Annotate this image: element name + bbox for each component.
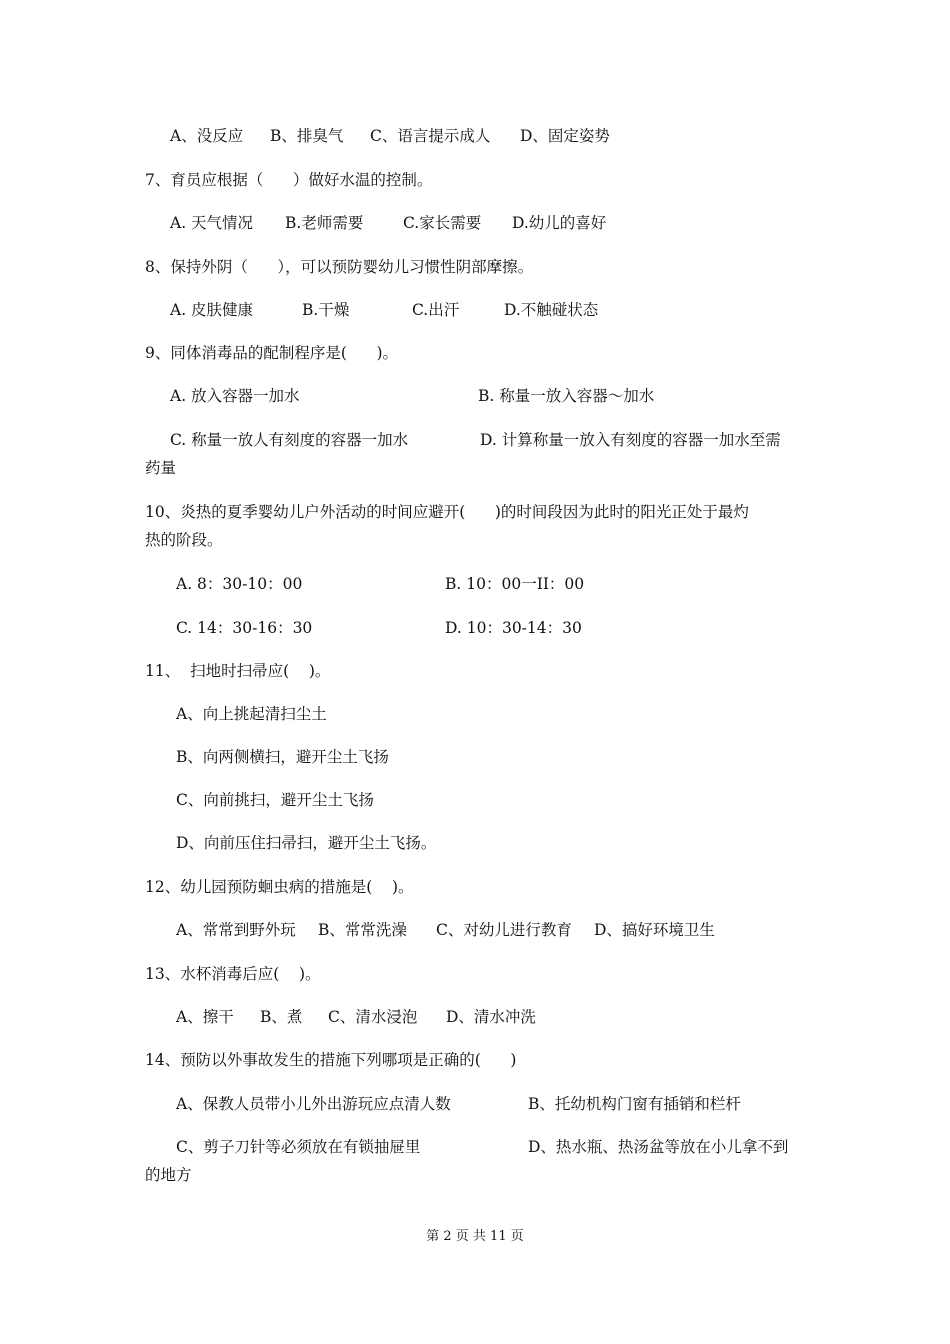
q6-option-a: A、没反应 xyxy=(170,127,244,145)
q10-option-a: A. 8：30-10：00 xyxy=(176,575,303,593)
page-footer: 第 2 页 共 11 页 xyxy=(426,1229,524,1244)
q14-option-a: A、保教人员带小儿外出游玩应点清人数 xyxy=(176,1095,451,1113)
q12-stem: 12、幼儿园预防蛔虫病的措施是( )。 xyxy=(145,878,414,896)
q8-option-b: B.干燥 xyxy=(302,301,350,319)
q13-option-d: D、清水冲洗 xyxy=(446,1008,536,1026)
q13-stem: 13、水杯消毒后应( )。 xyxy=(145,965,321,983)
q9-option-a: A. 放入容器一加水 xyxy=(170,387,300,405)
q6-option-b: B、排臭气 xyxy=(270,127,344,145)
q9-option-d: D. 计算称量一放入有刻度的容器一加水至需 xyxy=(480,431,781,449)
q10-option-c: C. 14：30-16：30 xyxy=(176,619,313,637)
q14-option-c: C、剪子刀针等必须放在有锁抽屉里 xyxy=(176,1138,421,1156)
q8-option-c: C.出汗 xyxy=(412,301,460,319)
q11-option-d: D、向前压住扫帚扫，避开尘土飞扬。 xyxy=(176,834,437,852)
q6-option-d: D、固定姿势 xyxy=(520,127,610,145)
q7-stem: 7、育员应根据（ ）做好水温的控制。 xyxy=(145,171,433,189)
q12-option-c: C、对幼儿进行教育 xyxy=(436,921,572,939)
q7-option-b: B.老师需要 xyxy=(285,214,364,232)
q14-stem: 14、预防以外事故发生的措施下列哪项是正确的( ) xyxy=(145,1051,517,1069)
q13-option-a: A、擦干 xyxy=(176,1008,234,1026)
q11-stem: 11、 扫地时扫帚应( )。 xyxy=(145,662,331,680)
q10-option-d: D. 10：30-14：30 xyxy=(445,619,582,637)
q8-stem: 8、保持外阴（ ），可以预防婴幼儿习惯性阴部摩擦。 xyxy=(145,258,534,276)
q13-option-b: B、煮 xyxy=(260,1008,303,1026)
q9-option-b: B. 称量一放入容器～加水 xyxy=(478,387,655,405)
q7-option-c: C.家长需要 xyxy=(403,214,482,232)
q6-option-c: C、语言提示成人 xyxy=(370,127,491,145)
q9-option-c: C. 称量一放人有刻度的容器一加水 xyxy=(170,431,409,449)
q14-option-d-wrap: 的地方 xyxy=(145,1166,192,1184)
q11-option-a: A、向上挑起清扫尘土 xyxy=(176,705,327,723)
q9-option-d-wrap: 药量 xyxy=(145,459,177,477)
q7-option-d: D.幼儿的喜好 xyxy=(512,214,607,232)
q9-stem: 9、同体消毒品的配制程序是( )。 xyxy=(145,344,399,362)
q11-option-b: B、向两侧横扫，避开尘土飞扬 xyxy=(176,748,389,766)
q8-option-a: A. 皮肤健康 xyxy=(170,301,254,319)
q12-option-a: A、常常到野外玩 xyxy=(176,921,296,939)
q11-option-c: C、向前挑扫，避开尘土飞扬 xyxy=(176,791,374,809)
q10-stem-wrap: 热的阶段。 xyxy=(145,531,223,549)
q12-option-b: B、常常洗澡 xyxy=(318,921,407,939)
q14-option-d: D、热水瓶、热汤盆等放在小儿拿不到 xyxy=(528,1138,789,1156)
q14-option-b: B、托幼机构门窗有插销和栏杆 xyxy=(528,1095,741,1113)
q10-stem: 10、炎热的夏季婴幼儿户外活动的时间应避开( )的时间段因为此时的阳光正处于最灼 xyxy=(145,503,749,521)
q12-option-d: D、搞好环境卫生 xyxy=(594,921,715,939)
q13-option-c: C、清水浸泡 xyxy=(328,1008,418,1026)
q7-option-a: A. 天气情况 xyxy=(170,214,254,232)
q10-option-b: B. 10：00一II：00 xyxy=(445,575,585,593)
q8-option-d: D.不触碰状态 xyxy=(504,301,599,319)
